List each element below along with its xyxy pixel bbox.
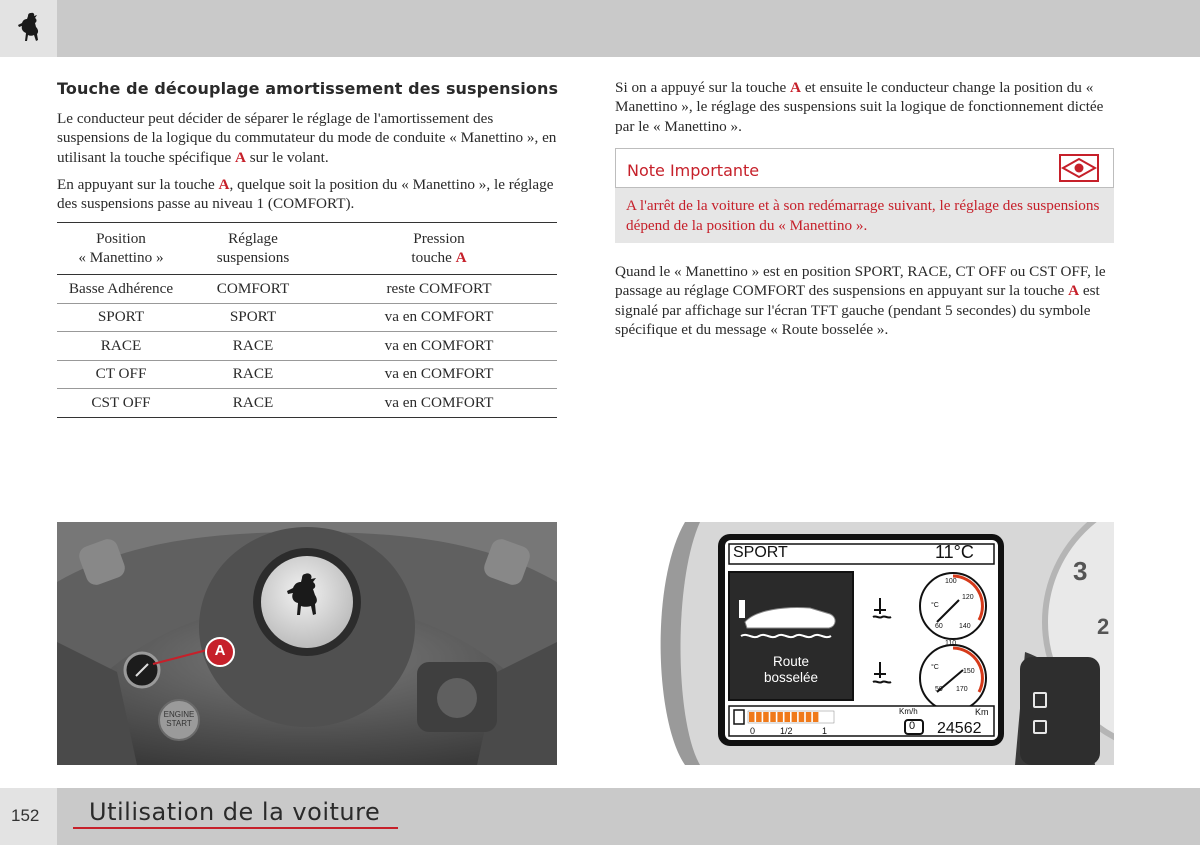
fuel-label-full: 1 — [822, 726, 828, 736]
text: et ensuite le conducteur change la position du « Manettino », le réglage des suspensions suit la logique de fonctionnement dictée par le « Manettino ». — [615, 79, 1104, 135]
header-press — [321, 223, 557, 275]
table-cell: va en COMFORT — [321, 303, 557, 332]
chapter-underline — [73, 827, 398, 829]
text: En appuyant sur la touche — [57, 176, 219, 193]
fuel-segment — [806, 712, 812, 722]
header-line: touche — [411, 249, 456, 266]
table-cell: reste COMFORT — [321, 275, 557, 304]
table-cell: CST OFF — [57, 389, 185, 418]
table-cell: RACE — [185, 360, 321, 389]
speed-unit: Km/h — [899, 707, 918, 716]
table-row — [57, 303, 557, 332]
chapter-title: Utilisation de la voiture — [89, 798, 381, 826]
key-a-label: A — [218, 176, 230, 193]
key-a-label: A — [1068, 282, 1080, 300]
text: sur le volant. — [245, 148, 329, 166]
fuel-segment — [792, 712, 798, 722]
oil-gauge-top: 110 — [945, 640, 957, 647]
section-heading: Touche de découplage amortissement des suspensions — [57, 79, 559, 98]
eye-warning-icon — [1059, 154, 1099, 182]
fuel-segment — [749, 712, 755, 722]
paragraph-intro — [57, 109, 557, 167]
fuel-segment — [799, 712, 805, 722]
fuel-segment — [813, 712, 819, 722]
header-line: « Manettino » — [78, 249, 164, 266]
text: , quelque soit la position du « Manettino », le réglage des suspensions passe au niveau 1 (COMFORT). — [57, 176, 554, 213]
text: Quand le « Manettino » est en position SPORT, RACE, CT OFF ou CST OFF, le passage au réglage COMFORT des suspensions en appuyant sur la touche — [615, 263, 1106, 300]
tft-mode: SPORT — [733, 544, 788, 561]
steering-wheel-photo — [57, 522, 557, 765]
table-row — [57, 389, 557, 418]
table-row — [57, 275, 557, 304]
tft-message-line: bosselée — [763, 670, 819, 685]
water-gauge-max: 140 — [959, 623, 971, 630]
footer-bar — [0, 788, 1200, 845]
table-cell: va en COMFORT — [321, 332, 557, 361]
water-gauge-top: 120 — [962, 594, 974, 601]
fuel-pump-icon — [1033, 692, 1047, 708]
water-gauge-mid: 100 — [945, 578, 957, 585]
table-cell: CT OFF — [57, 360, 185, 389]
text: est signalé par affichage sur l'écran TFT gauche (pendant 5 secondes) du symbole spécifique et du message « Route bosselée ». — [615, 282, 1100, 339]
water-gauge-unit: °C — [931, 602, 939, 609]
fuel-segment — [785, 712, 791, 722]
note-header — [615, 148, 1114, 188]
key-a-label: A — [455, 249, 467, 266]
odometer-value: 24562 — [937, 720, 982, 737]
header-line: Pression — [413, 230, 465, 247]
header-bar — [0, 0, 1200, 57]
table-cell: Basse Adhérence — [57, 275, 185, 304]
page-number-box — [0, 788, 57, 845]
note-body: A l'arrêt de la voiture et à son redémarrage suivant, le réglage des suspensions dépend de la position du « Manettino ». — [615, 188, 1114, 243]
odometer-unit: Km — [975, 707, 989, 717]
speed-value: 0 — [909, 720, 916, 732]
suspension-table — [57, 222, 557, 418]
engine-label: ENGINE — [163, 710, 195, 719]
tacho-digit: 2 — [1097, 614, 1110, 639]
header-line: Réglage — [228, 230, 278, 247]
tft-message — [733, 654, 849, 686]
tacho-digit: 3 — [1073, 556, 1088, 586]
engine-start-label — [161, 710, 197, 728]
table-cell: RACE — [57, 332, 185, 361]
header-line: Position — [96, 230, 146, 247]
table-cell: va en COMFORT — [321, 360, 557, 389]
table-cell: RACE — [185, 389, 321, 418]
header-setting — [185, 223, 321, 275]
text: Le conducteur peut décider de séparer le réglage de l'amortissement des suspensions de la logique du commutateur du mode de conduite « Manettino », en utilisant la touche spécifique — [57, 110, 557, 166]
fuel-segment — [763, 712, 769, 722]
key-a-label: A — [234, 148, 246, 166]
fuel-cap-icon — [1033, 720, 1047, 734]
key-a-label: A — [790, 79, 802, 96]
table-cell: SPORT — [185, 303, 321, 332]
fuel-segment — [777, 712, 783, 722]
tft-message-line: Route — [772, 654, 810, 669]
text: Si on a appuyé sur la touche — [615, 79, 791, 96]
table-cell: va en COMFORT — [321, 389, 557, 418]
oil-gauge-unit: °C — [931, 664, 939, 671]
water-gauge-min: 60 — [935, 623, 943, 630]
steering-wheel-illustration — [57, 522, 557, 765]
important-note — [615, 148, 1114, 243]
fuel-segment — [827, 712, 833, 722]
fuel-segment — [756, 712, 762, 722]
callout-a: A — [214, 642, 226, 659]
note-title: Note Importante — [627, 161, 760, 180]
header-line: suspensions — [216, 249, 290, 266]
header-position — [57, 223, 185, 275]
fuel-label-empty: 0 — [750, 726, 756, 736]
tft-display-photo — [615, 522, 1114, 765]
paragraph-manettino — [615, 78, 1115, 136]
oil-gauge-min: 50 — [935, 686, 943, 693]
paragraph-tft — [615, 262, 1115, 340]
table-cell: RACE — [185, 332, 321, 361]
table-row — [57, 360, 557, 389]
tft-temperature: 11°C — [935, 542, 974, 562]
table-cell: COMFORT — [185, 275, 321, 304]
table-row — [57, 332, 557, 361]
paragraph-comfort — [57, 175, 557, 214]
fuel-label-half: 1/2 — [780, 726, 793, 736]
fuel-segment — [820, 712, 826, 722]
oil-gauge-max: 170 — [956, 686, 968, 693]
start-label: START — [166, 719, 192, 728]
table-header-row — [57, 223, 557, 275]
prancing-horse-logo — [16, 11, 40, 43]
logo-box — [0, 0, 57, 57]
oil-gauge-mid: 150 — [963, 668, 975, 675]
table-cell: SPORT — [57, 303, 185, 332]
page-number: 152 — [11, 806, 40, 825]
fuel-segment — [770, 712, 776, 722]
